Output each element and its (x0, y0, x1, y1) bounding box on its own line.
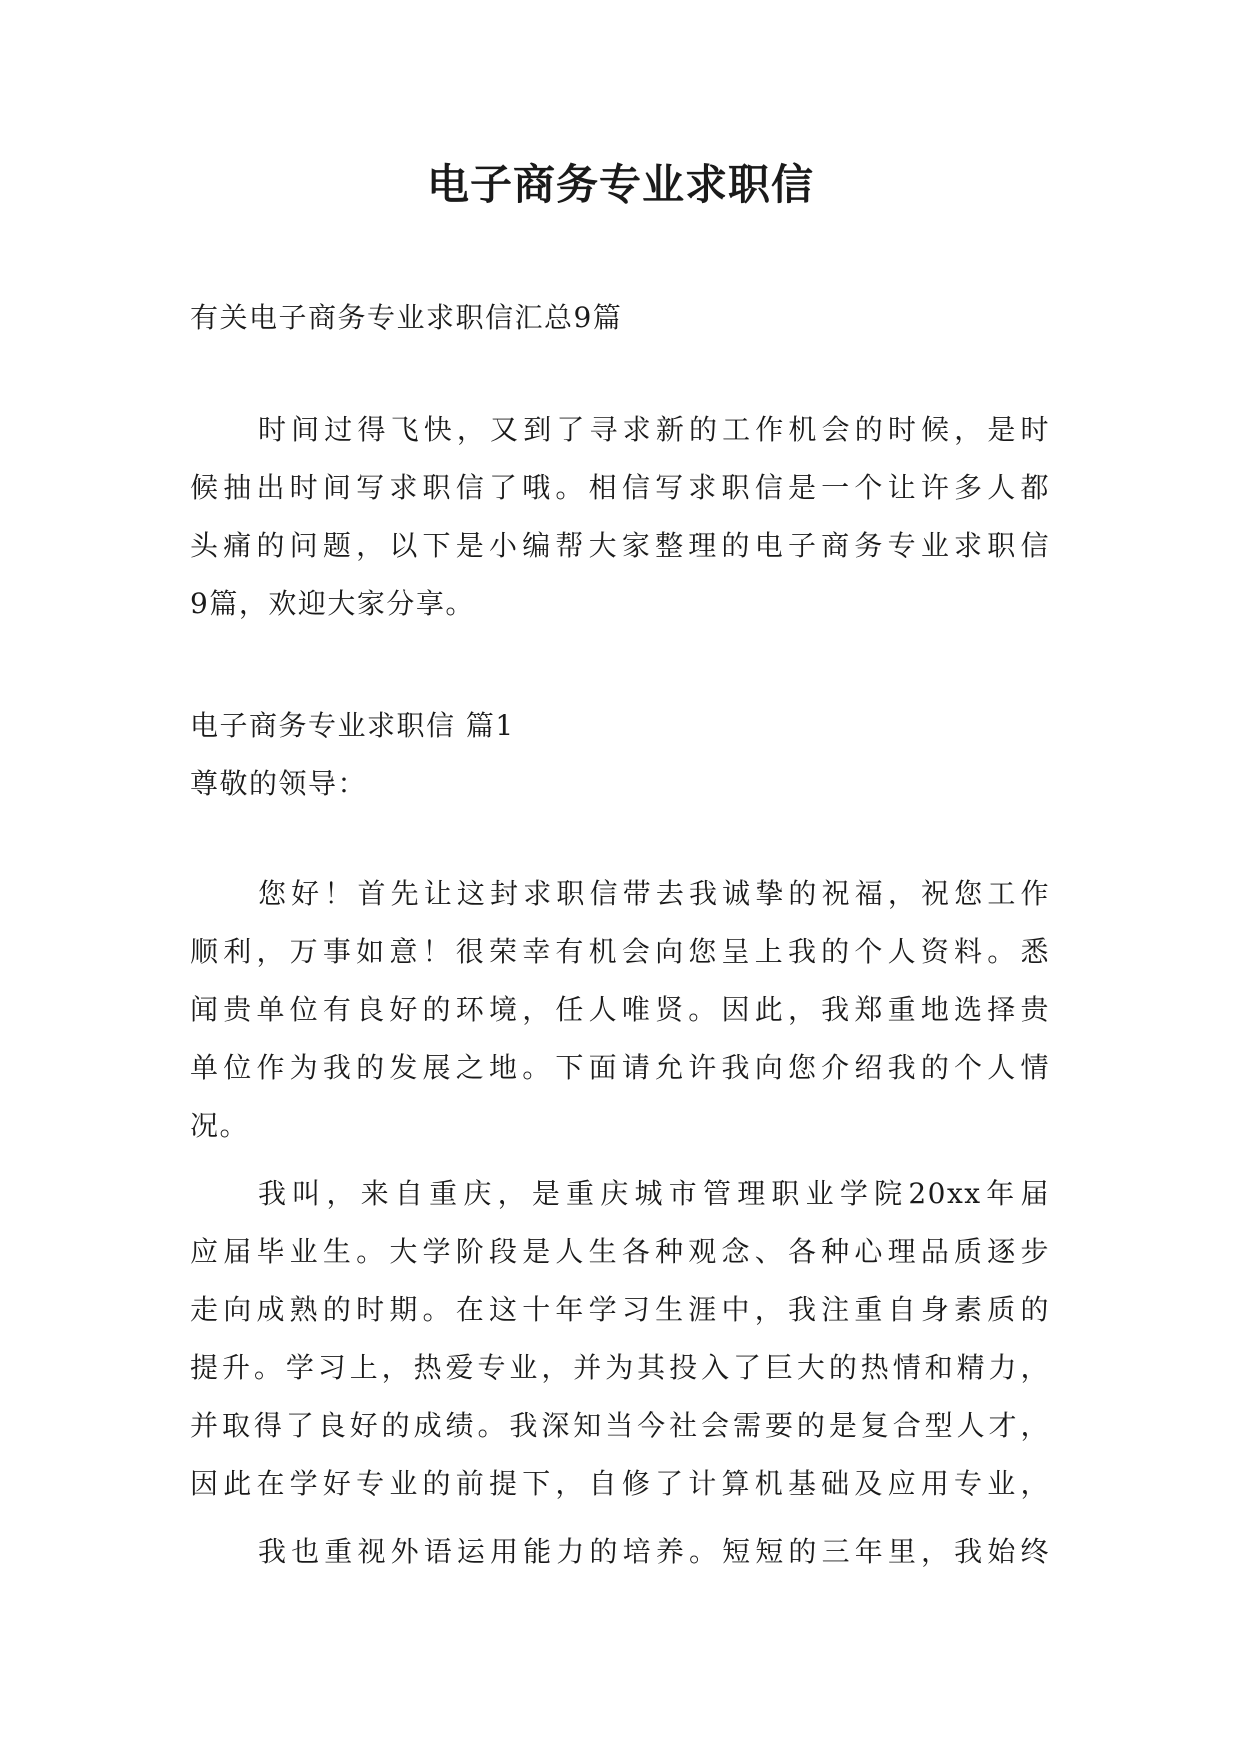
paragraph1-line: 况。 (190, 1109, 250, 1142)
paragraph1-line: 单位作为我的发展之地。下面请允许我向您介绍我的个人情 (190, 1051, 1050, 1084)
paragraph2-line: 提升。学习上，热爱专业，并为其投入了巨大的热情和精力， (190, 1351, 1050, 1384)
intro-line: 头痛的问题，以下是小编帮大家整理的电子商务专业求职信 (190, 529, 1050, 562)
paragraph1-line: 顺利，万事如意！很荣幸有机会向您呈上我的个人资料。悉 (190, 935, 1050, 968)
paragraph2-line: 因此在学好专业的前提下，自修了计算机基础及应用专业， (190, 1467, 1050, 1500)
intro-line: 时间过得飞快，又到了寻求新的工作机会的时候，是时 (258, 413, 1050, 446)
paragraph2-line: 走向成熟的时期。在这十年学习生涯中，我注重自身素质的 (190, 1293, 1050, 1326)
paragraph1-line: 您好！首先让这封求职信带去我诚挚的祝福，祝您工作 (258, 877, 1050, 910)
salutation: 尊敬的领导： (190, 767, 368, 800)
paragraph2-line: 并取得了良好的成绩。我深知当今社会需要的是复合型人才， (190, 1409, 1050, 1442)
intro-line: 候抽出时间写求职信了哦。相信写求职信是一个让许多人都 (190, 471, 1050, 504)
paragraph1-line: 闻贵单位有良好的环境，任人唯贤。因此，我郑重地选择贵 (190, 993, 1050, 1026)
intro-line: 9篇，欢迎大家分享。 (190, 587, 475, 620)
paragraph2-line: 我叫，来自重庆，是重庆城市管理职业学院20xx年届 (258, 1177, 1050, 1210)
paragraph2-line: 应届毕业生。大学阶段是人生各种观念、各种心理品质逐步 (190, 1235, 1050, 1268)
document-title: 电子商务专业求职信 (426, 160, 814, 209)
section-heading: 电子商务专业求职信 篇1 (190, 709, 515, 742)
paragraph3-line: 我也重视外语运用能力的培养。短短的三年里，我始终 (258, 1535, 1050, 1568)
document-subtitle: 有关电子商务专业求职信汇总9篇 (190, 301, 623, 334)
